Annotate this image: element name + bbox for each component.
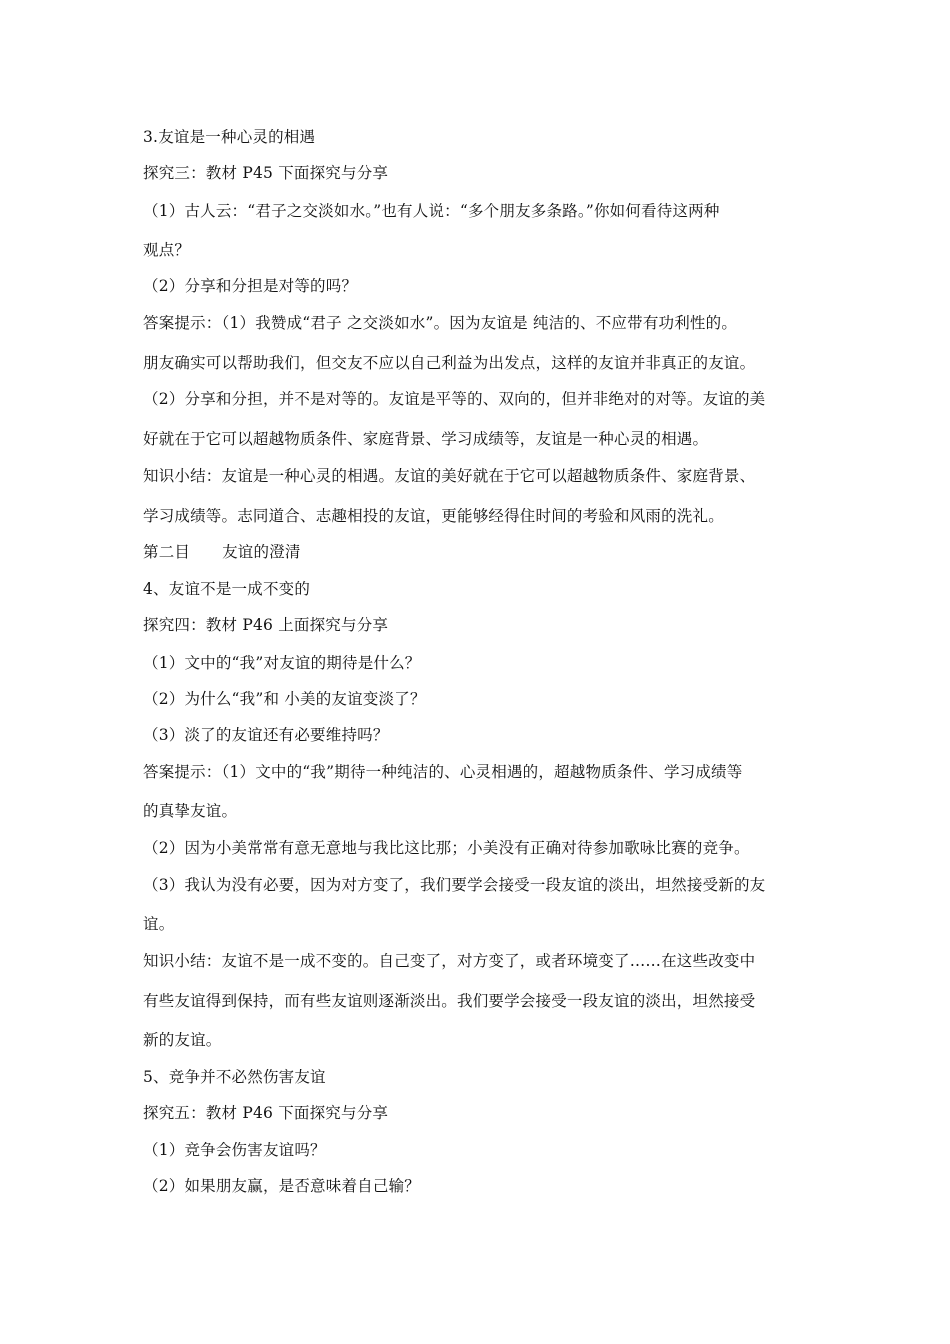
summary-text: 有些友谊得到保持，而有些友谊则逐渐淡出。我们要学会接受一段友谊的淡出，坦然接受 — [143, 992, 756, 1010]
heading-4: 4、友谊不是一成不变的 — [143, 580, 311, 598]
answer-text: （2）分享和分担，并不是对等的。友谊是平等的、双向的，但并非绝对的对等。友谊的美 — [143, 390, 766, 408]
summary-text: 知识小结：友谊不是一成不变的。自己变了，对方变了，或者环境变了……在这些改变中 — [143, 952, 756, 970]
question-text: （1）竞争会伤害友谊吗？ — [143, 1141, 326, 1159]
summary-text: 新的友谊。 — [143, 1031, 222, 1049]
section-title: 友谊的澄清 — [222, 543, 301, 561]
answer-text: 朋友确实可以帮助我们，但交友不应以自己利益为出发点，这样的友谊并非真正的友谊。 — [143, 354, 756, 372]
answer-text: 答案提示：（1）我赞成“君子 之交淡如水”。因为友谊是 纯洁的、不应带有功利性的。 — [143, 314, 738, 332]
answer-text: 谊。 — [143, 915, 175, 933]
explore-four-title: 探究四：教材 P46 上面探究与分享 — [143, 616, 389, 634]
question-text: （2）分享和分担是对等的吗？ — [143, 277, 358, 295]
question-text: （2）如果朋友赢，是否意味着自己输？ — [143, 1177, 420, 1195]
heading-5: 5、竞争并不必然伤害友谊 — [143, 1068, 326, 1086]
answer-text: 好就在于它可以超越物质条件、家庭背景、学习成绩等，友谊是一种心灵的相遇。 — [143, 430, 709, 448]
section-label: 第二目 — [143, 543, 191, 561]
answer-text: 的真挚友谊。 — [143, 802, 238, 820]
summary-text: 学习成绩等。志同道合、志趣相投的友谊，更能够经得住时间的考验和风雨的洗礼。 — [143, 507, 724, 525]
question-text: （3）淡了的友谊还有必要维持吗？ — [143, 726, 389, 744]
answer-text: 答案提示：（1）文中的“我”期待一种纯洁的、心灵相遇的，超越物质条件、学习成绩等 — [143, 763, 743, 781]
question-text: 观点？ — [143, 241, 191, 259]
explore-three-title: 探究三：教材 P45 下面探究与分享 — [143, 164, 389, 182]
summary-text: 知识小结：友谊是一种心灵的相遇。友谊的美好就在于它可以超越物质条件、家庭背景、 — [143, 467, 756, 485]
question-text: （2）为什么“我”和 小美的友谊变淡了？ — [143, 690, 426, 708]
answer-text: （2）因为小美常常有意无意地与我比这比那；小美没有正确对待参加歌咏比赛的竞争。 — [143, 839, 750, 857]
question-text: （1）古人云：“君子之交淡如水。”也有人说：“多个朋友多条路。”你如何看待这两种 — [143, 202, 720, 220]
answer-text: （3）我认为没有必要，因为对方变了，我们要学会接受一段友谊的淡出，坦然接受新的友 — [143, 876, 766, 894]
question-text: （1）文中的“我”对友谊的期待是什么？ — [143, 654, 421, 672]
section-heading — [143, 542, 823, 562]
explore-five-title: 探究五：教材 P46 下面探究与分享 — [143, 1104, 389, 1122]
heading-3: 3.友谊是一种心灵的相遇 — [143, 128, 316, 146]
